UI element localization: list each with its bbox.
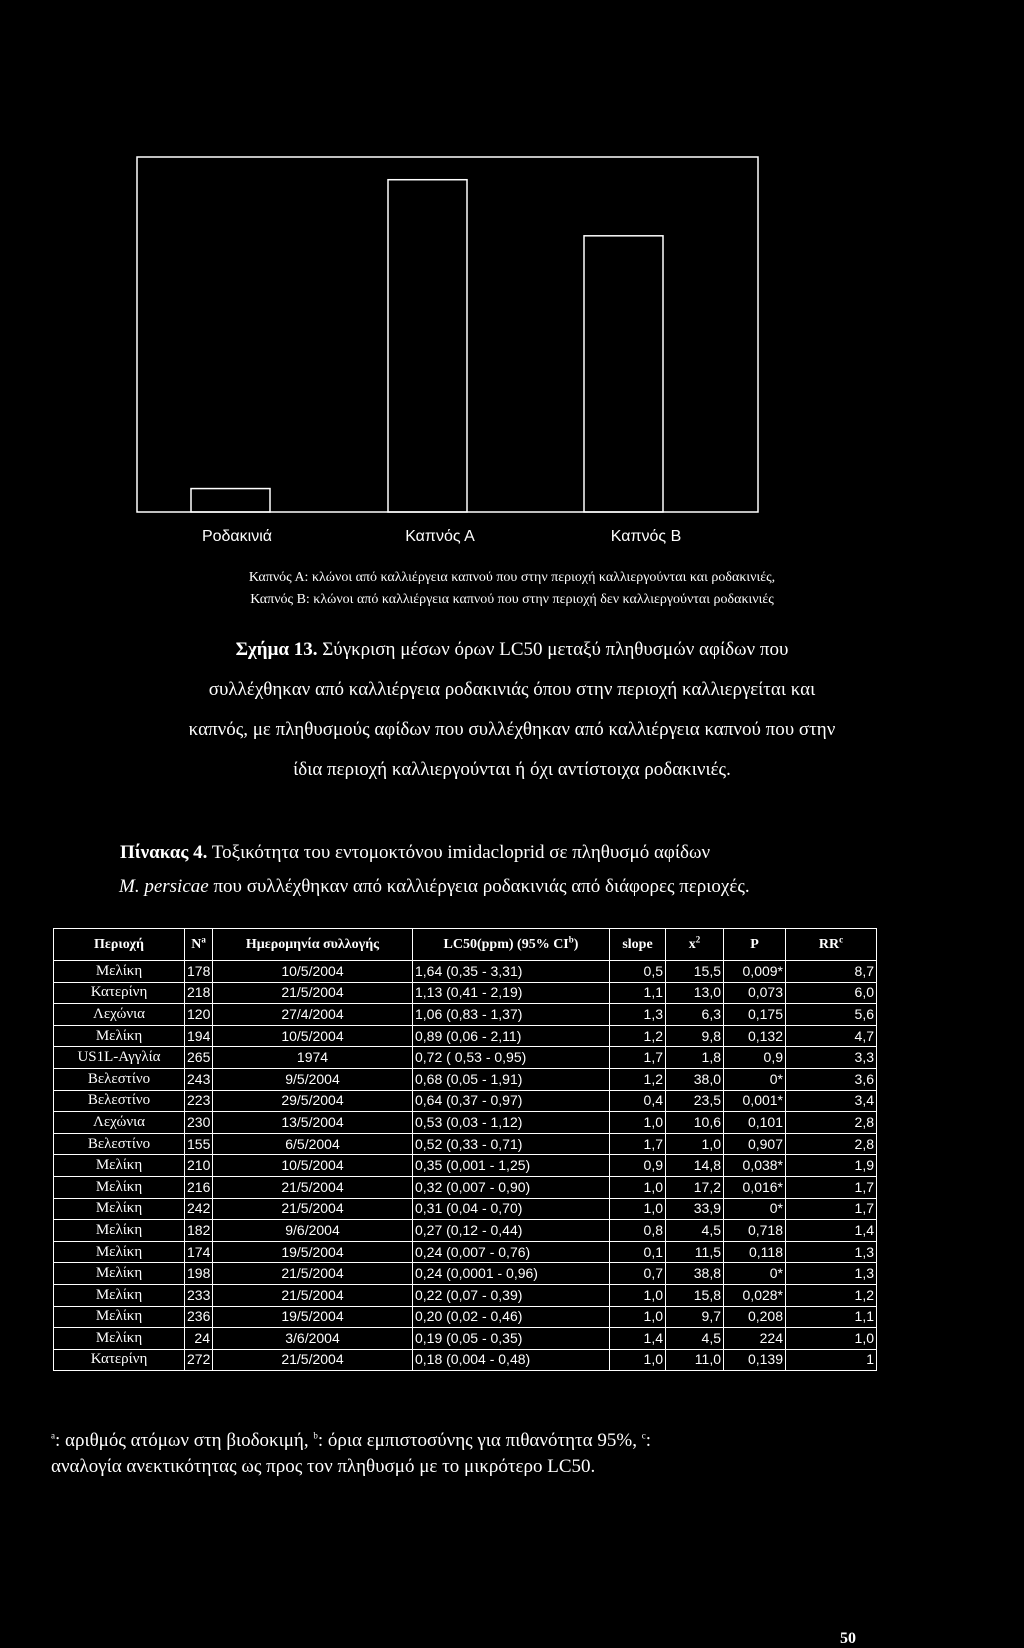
cell-lc50: 0,20 (0,02 - 0,46) <box>413 1306 610 1328</box>
cell-lc50: 0,64 (0,37 - 0,97) <box>413 1090 610 1112</box>
cell-rr: 1,2 <box>786 1284 877 1306</box>
table-row <box>54 1004 877 1026</box>
cell-lc50: 0,53 (0,03 - 1,12) <box>413 1112 610 1134</box>
page-number: 50 <box>840 1630 856 1647</box>
cell-n: 243 <box>185 1068 213 1090</box>
cell-date: 21/5/2004 <box>213 1198 413 1220</box>
cell-lc50: 0,68 (0,05 - 1,91) <box>413 1068 610 1090</box>
cell-slope: 1,0 <box>610 1198 666 1220</box>
cell-chi-square: 6,3 <box>666 1004 724 1026</box>
cell-n: 265 <box>185 1047 213 1069</box>
bar-0 <box>191 489 270 512</box>
cell-lc50: 0,35 (0,001 - 1,25) <box>413 1155 610 1177</box>
cell-p: 0* <box>724 1198 786 1220</box>
cell-chi-square: 11,5 <box>666 1241 724 1263</box>
cell-lc50: 0,22 (0,07 - 0,39) <box>413 1284 610 1306</box>
cell-n: 242 <box>185 1198 213 1220</box>
cell-region: Μελίκη <box>54 1284 185 1306</box>
cell-date: 10/5/2004 <box>213 1155 413 1177</box>
cell-p: 0,139 <box>724 1349 786 1371</box>
header-n: $N^a$ <box>185 929 213 961</box>
cell-rr: 2,8 <box>786 1133 877 1155</box>
table-row <box>54 1155 877 1177</box>
cell-rr: 2,8 <box>786 1112 877 1134</box>
cell-region: Μελίκη <box>54 1306 185 1328</box>
cell-rr: 3,6 <box>786 1068 877 1090</box>
cell-region: Μελίκη <box>54 1155 185 1177</box>
cell-lc50: 0,24 (0,0001 - 0,96) <box>413 1263 610 1285</box>
cell-region: US1L-Αγγλία <box>54 1047 185 1069</box>
cell-n: 230 <box>185 1112 213 1134</box>
cell-p: 0,175 <box>724 1004 786 1026</box>
cell-n: 210 <box>185 1155 213 1177</box>
cell-n: 178 <box>185 961 213 983</box>
cell-chi-square: 1,8 <box>666 1047 724 1069</box>
cell-region: Κατερίνη <box>54 982 185 1004</box>
cell-slope: 1,7 <box>610 1133 666 1155</box>
cell-date: 21/5/2004 <box>213 1284 413 1306</box>
cell-region: Βελεστίνο <box>54 1068 185 1090</box>
bar-1 <box>388 180 467 512</box>
cell-date: 9/6/2004 <box>213 1220 413 1242</box>
cell-slope: 0,4 <box>610 1090 666 1112</box>
cell-n: 236 <box>185 1306 213 1328</box>
cell-p: 0,038* <box>724 1155 786 1177</box>
header-lc50: LC50(ppm) (95% $CI^b$) <box>413 929 610 961</box>
cell-n: 194 <box>185 1025 213 1047</box>
figure-legend-line-1: Καπνός Α: κλώνοι από καλλιέργεια καπνού που στην περιοχή καλλιεργούνται και ροδακινιές, <box>248 570 776 585</box>
cell-rr: 4,7 <box>786 1025 877 1047</box>
table-caption-line-1: Τοξικότητα του εντομοκτόνου imidacloprid σε πληθυσμό αφίδων <box>211 842 711 863</box>
cell-rr: 1,4 <box>786 1220 877 1242</box>
cell-n: 24 <box>185 1328 213 1350</box>
table-row <box>54 1198 877 1220</box>
cell-chi-square: 4,5 <box>666 1328 724 1350</box>
table-row <box>54 1025 877 1047</box>
cell-chi-square: 9,8 <box>666 1025 724 1047</box>
table-caption-label: Πίνακας 4. <box>120 842 208 863</box>
cell-chi-square: 4,5 <box>666 1220 724 1242</box>
bar-2 <box>584 236 663 512</box>
cell-chi-square: 14,8 <box>666 1155 724 1177</box>
cell-slope: 1,0 <box>610 1176 666 1198</box>
cell-n: 233 <box>185 1284 213 1306</box>
table-row <box>54 1220 877 1242</box>
table-row <box>54 1133 877 1155</box>
cell-slope: 0,5 <box>610 961 666 983</box>
cell-lc50: 0,18 (0,004 - 0,48) <box>413 1349 610 1371</box>
cell-slope: 1,0 <box>610 1306 666 1328</box>
cell-rr: 1 <box>786 1349 877 1371</box>
cell-date: 6/5/2004 <box>213 1133 413 1155</box>
cell-n: 223 <box>185 1090 213 1112</box>
bar-chart <box>0 0 1024 520</box>
table-row <box>54 961 877 983</box>
cell-rr: 1,1 <box>786 1306 877 1328</box>
cell-chi-square: 10,6 <box>666 1112 724 1134</box>
cell-lc50: 0,27 (0,12 - 0,44) <box>413 1220 610 1242</box>
cell-p: 0,208 <box>724 1306 786 1328</box>
figure-caption-line-1: Σύγκριση μέσων όρων LC50 μεταξύ πληθυσμών αφίδων που <box>322 639 789 660</box>
cell-p: 0,101 <box>724 1112 786 1134</box>
table-row <box>54 1047 877 1069</box>
table-caption-line-2: που συλλέχθηκαν από καλλιέργεια ροδακινιάς από διάφορες περιοχές. <box>213 876 750 897</box>
cell-p: 0,016* <box>724 1176 786 1198</box>
x-tick-label-2: Καπνός Β <box>610 528 682 545</box>
cell-slope: 0,8 <box>610 1220 666 1242</box>
footnote-line-2: αναλογία ανεκτικότητας ως προς τον πληθυσμό με το μικρότερο LC50. <box>51 1456 596 1477</box>
toxicity-table <box>53 928 877 1371</box>
figure-caption-line-2: συλλέχθηκαν από καλλιέργεια ροδακινιάς όπου στην περιοχή καλλιεργείται και <box>208 679 816 700</box>
cell-slope: 1,3 <box>610 1004 666 1026</box>
cell-chi-square: 33,9 <box>666 1198 724 1220</box>
cell-region: Μελίκη <box>54 1263 185 1285</box>
cell-p: 0,028* <box>724 1284 786 1306</box>
cell-date: 21/5/2004 <box>213 1176 413 1198</box>
cell-region: Μελίκη <box>54 1176 185 1198</box>
cell-p: 0* <box>724 1263 786 1285</box>
cell-date: 21/5/2004 <box>213 1349 413 1371</box>
table-row <box>54 1328 877 1350</box>
cell-p: 0,907 <box>724 1133 786 1155</box>
cell-region: Μελίκη <box>54 1241 185 1263</box>
cell-lc50: 1,64 (0,35 - 3,31) <box>413 961 610 983</box>
cell-date: 19/5/2004 <box>213 1241 413 1263</box>
table-row <box>54 1263 877 1285</box>
cell-chi-square: 15,8 <box>666 1284 724 1306</box>
cell-lc50: 0,19 (0,05 - 0,35) <box>413 1328 610 1350</box>
cell-date: 3/6/2004 <box>213 1328 413 1350</box>
table-row <box>54 1284 877 1306</box>
cell-rr: 6,0 <box>786 982 877 1004</box>
cell-rr: 3,4 <box>786 1090 877 1112</box>
cell-rr: 3,3 <box>786 1047 877 1069</box>
cell-rr: 1,0 <box>786 1328 877 1350</box>
cell-lc50: 0,24 (0,007 - 0,76) <box>413 1241 610 1263</box>
cell-chi-square: 23,5 <box>666 1090 724 1112</box>
cell-p: 0,009* <box>724 961 786 983</box>
cell-region: Μελίκη <box>54 961 185 983</box>
header-slope: slope <box>610 929 666 961</box>
header-region: Περιοχή <box>54 929 185 961</box>
cell-lc50: 0,89 (0,06 - 2,11) <box>413 1025 610 1047</box>
cell-rr: 1,7 <box>786 1176 877 1198</box>
cell-region: Κατερίνη <box>54 1349 185 1371</box>
cell-p: 224 <box>724 1328 786 1350</box>
cell-date: 21/5/2004 <box>213 1263 413 1285</box>
table-row <box>54 1241 877 1263</box>
chart-plot-frame <box>137 157 758 512</box>
cell-rr: 1,3 <box>786 1241 877 1263</box>
table-row <box>54 1176 877 1198</box>
table-caption-species: M. persicae <box>119 876 209 897</box>
table-row <box>54 1068 877 1090</box>
cell-chi-square: 38,0 <box>666 1068 724 1090</box>
cell-p: 0,132 <box>724 1025 786 1047</box>
cell-slope: 0,9 <box>610 1155 666 1177</box>
cell-region: Λεχώνια <box>54 1112 185 1134</box>
cell-region: Μελίκη <box>54 1198 185 1220</box>
cell-date: 29/5/2004 <box>213 1090 413 1112</box>
cell-p: 0,001* <box>724 1090 786 1112</box>
cell-p: 0,718 <box>724 1220 786 1242</box>
cell-region: Λεχώνια <box>54 1004 185 1026</box>
cell-region: Μελίκη <box>54 1220 185 1242</box>
cell-date: 1974 <box>213 1047 413 1069</box>
cell-p: 0* <box>724 1068 786 1090</box>
header-p: P <box>724 929 786 961</box>
x-tick-label-0: Ροδακινιά <box>201 528 273 545</box>
cell-n: 120 <box>185 1004 213 1026</box>
cell-n: 198 <box>185 1263 213 1285</box>
cell-slope: 1,1 <box>610 982 666 1004</box>
cell-lc50: 1,06 (0,83 - 1,37) <box>413 1004 610 1026</box>
figure-caption-line-3: καπνός, με πληθυσμούς αφίδων που συλλέχθηκαν από καλλιέργεια καπνού που στην <box>188 719 836 740</box>
cell-rr: 5,6 <box>786 1004 877 1026</box>
cell-lc50: 0,31 (0,04 - 0,70) <box>413 1198 610 1220</box>
x-tick-label-1: Καπνός Α <box>405 528 475 545</box>
cell-date: 13/5/2004 <box>213 1112 413 1134</box>
cell-date: 10/5/2004 <box>213 961 413 983</box>
cell-rr: 1,9 <box>786 1155 877 1177</box>
cell-chi-square: 17,2 <box>666 1176 724 1198</box>
table-row <box>54 1090 877 1112</box>
cell-date: 19/5/2004 <box>213 1306 413 1328</box>
cell-rr: 1,3 <box>786 1263 877 1285</box>
cell-n: 218 <box>185 982 213 1004</box>
cell-region: Βελεστίνο <box>54 1090 185 1112</box>
cell-slope: 1,7 <box>610 1047 666 1069</box>
table-row <box>54 1349 877 1371</box>
cell-slope: 0,1 <box>610 1241 666 1263</box>
cell-n: 272 <box>185 1349 213 1371</box>
header-rr: $RR^c$ <box>786 929 877 961</box>
cell-slope: 0,7 <box>610 1263 666 1285</box>
cell-slope: 1,0 <box>610 1349 666 1371</box>
cell-date: 9/5/2004 <box>213 1068 413 1090</box>
cell-lc50: 1,13 (0,41 - 2,19) <box>413 982 610 1004</box>
cell-date: 10/5/2004 <box>213 1025 413 1047</box>
cell-chi-square: 13,0 <box>666 982 724 1004</box>
cell-chi-square: 38,8 <box>666 1263 724 1285</box>
table-caption <box>120 836 1000 904</box>
cell-lc50: 0,52 (0,33 - 0,71) <box>413 1133 610 1155</box>
cell-slope: 1,4 <box>610 1328 666 1350</box>
cell-rr: 8,7 <box>786 961 877 983</box>
header-date: Ημερομηνία συλλογής <box>213 929 413 961</box>
cell-rr: 1,7 <box>786 1198 877 1220</box>
cell-n: 155 <box>185 1133 213 1155</box>
cell-p: 0,118 <box>724 1241 786 1263</box>
cell-lc50: 0,72 ( 0,53 - 0,95) <box>413 1047 610 1069</box>
cell-n: 182 <box>185 1220 213 1242</box>
figure-caption-line-4: ίδια περιοχή καλλιεργούνται ή όχι αντίστοιχα ροδακινιές. <box>293 759 731 780</box>
cell-chi-square: 11,0 <box>666 1349 724 1371</box>
figure-caption-label: Σχήμα 13. <box>235 639 318 660</box>
cell-slope: 1,2 <box>610 1025 666 1047</box>
cell-chi-square: 9,7 <box>666 1306 724 1328</box>
figure-legend-line-2: Καπνός Β: κλώνοι από καλλιέργεια καπνού που στην περιοχή δεν καλλιεργούνται ροδακινιές <box>250 592 774 607</box>
cell-slope: 1,2 <box>610 1068 666 1090</box>
header-chi-square: $x^2$ <box>666 929 724 961</box>
cell-slope: 1,0 <box>610 1112 666 1134</box>
cell-region: Μελίκη <box>54 1328 185 1350</box>
cell-region: Βελεστίνο <box>54 1133 185 1155</box>
cell-n: 174 <box>185 1241 213 1263</box>
table-row <box>54 1306 877 1328</box>
table-row <box>54 1112 877 1134</box>
cell-n: 216 <box>185 1176 213 1198</box>
cell-region: Μελίκη <box>54 1025 185 1047</box>
cell-slope: 1,0 <box>610 1284 666 1306</box>
table-row <box>54 982 877 1004</box>
figure-caption <box>20 630 1004 790</box>
cell-chi-square: 1,0 <box>666 1133 724 1155</box>
table-footnote: $^a$: αριθμός ατόμων στη βιοδοκιμή, $^b$: όρια εμπιστοσύνης για πιθανότητα 95%, $^c$: αναλογία ανεκτικότητας ως προς τον πληθυσμό με το μικρότερο LC50. <box>51 1428 1001 1480</box>
cell-p: 0,9 <box>724 1047 786 1069</box>
table-header-row <box>54 929 877 961</box>
cell-date: 27/4/2004 <box>213 1004 413 1026</box>
cell-chi-square: 15,5 <box>666 961 724 983</box>
cell-p: 0,073 <box>724 982 786 1004</box>
cell-lc50: 0,32 (0,007 - 0,90) <box>413 1176 610 1198</box>
cell-date: 21/5/2004 <box>213 982 413 1004</box>
